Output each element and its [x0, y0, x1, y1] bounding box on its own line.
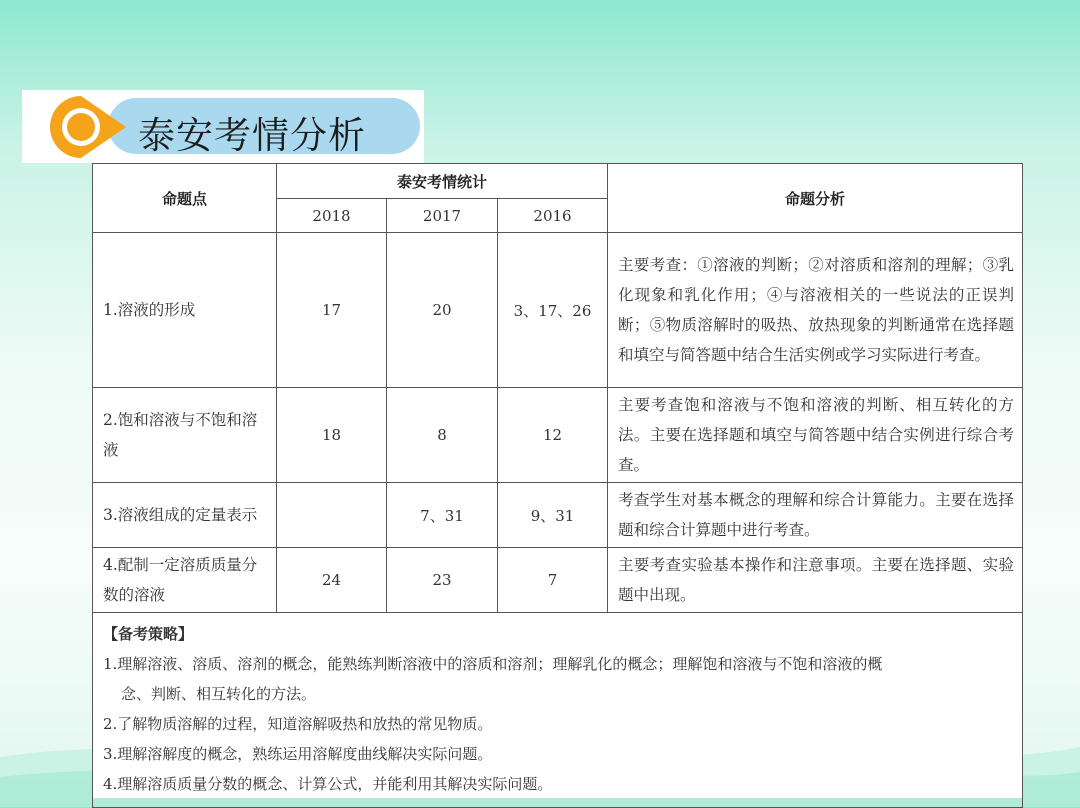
strategy-item-4: 4.理解溶质质量分数的概念、计算公式，并能利用其解决实际问题。 — [103, 775, 553, 793]
strategy-item-1: 1.理解溶液、溶质、溶剂的概念，能熟练判断溶液中的溶质和溶剂；理解乳化的概念；理解饱和溶液与不饱和溶液的概 — [103, 655, 883, 673]
cell-2017: 8 — [387, 388, 498, 483]
row-point: 3.溶液组成的定量表示 — [93, 483, 277, 548]
cell-2018 — [277, 483, 387, 548]
header-year-2016: 2016 — [498, 199, 608, 233]
strategy-item-2: 2.了解物质溶解的过程，知道溶解吸热和放热的常见物质。 — [103, 715, 493, 733]
row-analysis: 主要考查饱和溶液与不饱和溶液的判断、相互转化的方法。主要在选择题和填空与简答题中结合实例进行综合考查。 — [608, 388, 1023, 483]
strategy-item-3: 3.理解溶解度的概念，熟练运用溶解度曲线解决实际问题。 — [103, 745, 493, 763]
header-year-2018: 2018 — [277, 199, 387, 233]
table-row — [93, 483, 1023, 548]
strategy-cell — [93, 613, 1023, 808]
header-analysis: 命题分析 — [608, 164, 1023, 233]
cell-2016: 7 — [498, 548, 608, 613]
exam-analysis-table-container — [92, 163, 1022, 798]
row-analysis: 主要考查：①溶液的判断；②对溶质和溶剂的理解；③乳化现象和乳化作用；④与溶液相关的一些说法的正误判断；⑤物质溶解时的吸热、放热现象的判断通常在选择题和填空与简答题中结合生活实例或学习实际进行考查。 — [608, 233, 1023, 388]
header-stats: 泰安考情统计 — [277, 164, 608, 199]
target-circle-icon — [48, 94, 128, 160]
page-title: 泰安考情分析 — [138, 114, 366, 157]
cell-2017: 23 — [387, 548, 498, 613]
row-point: 1.溶液的形成 — [93, 233, 277, 388]
cell-2017: 20 — [387, 233, 498, 388]
exam-analysis-table — [92, 163, 1023, 808]
header-point: 命题点 — [93, 164, 277, 233]
header-row — [93, 164, 1023, 199]
strategy-item-1-cont: 念、判断、相互转化的方法。 — [121, 685, 317, 703]
cell-2018: 18 — [277, 388, 387, 483]
strategy-heading: 【备考策略】 — [103, 625, 194, 643]
row-analysis: 考查学生对基本概念的理解和综合计算能力。主要在选择题和综合计算题中进行考查。 — [608, 483, 1023, 548]
section-title-banner — [22, 90, 424, 163]
table-row — [93, 233, 1023, 388]
cell-2018: 17 — [277, 233, 387, 388]
row-point: 2.饱和溶液与不饱和溶液 — [93, 388, 277, 483]
cell-2017: 7、31 — [387, 483, 498, 548]
cell-2016: 12 — [498, 388, 608, 483]
cell-2016: 3、17、26 — [498, 233, 608, 388]
strategy-row — [93, 613, 1023, 808]
cell-2018: 24 — [277, 548, 387, 613]
table-row — [93, 548, 1023, 613]
table-row — [93, 388, 1023, 483]
row-analysis: 主要考查实验基本操作和注意事项。主要在选择题、实验题中出现。 — [608, 548, 1023, 613]
header-year-2017: 2017 — [387, 199, 498, 233]
cell-2016: 9、31 — [498, 483, 608, 548]
row-point: 4.配制一定溶质质量分数的溶液 — [93, 548, 277, 613]
